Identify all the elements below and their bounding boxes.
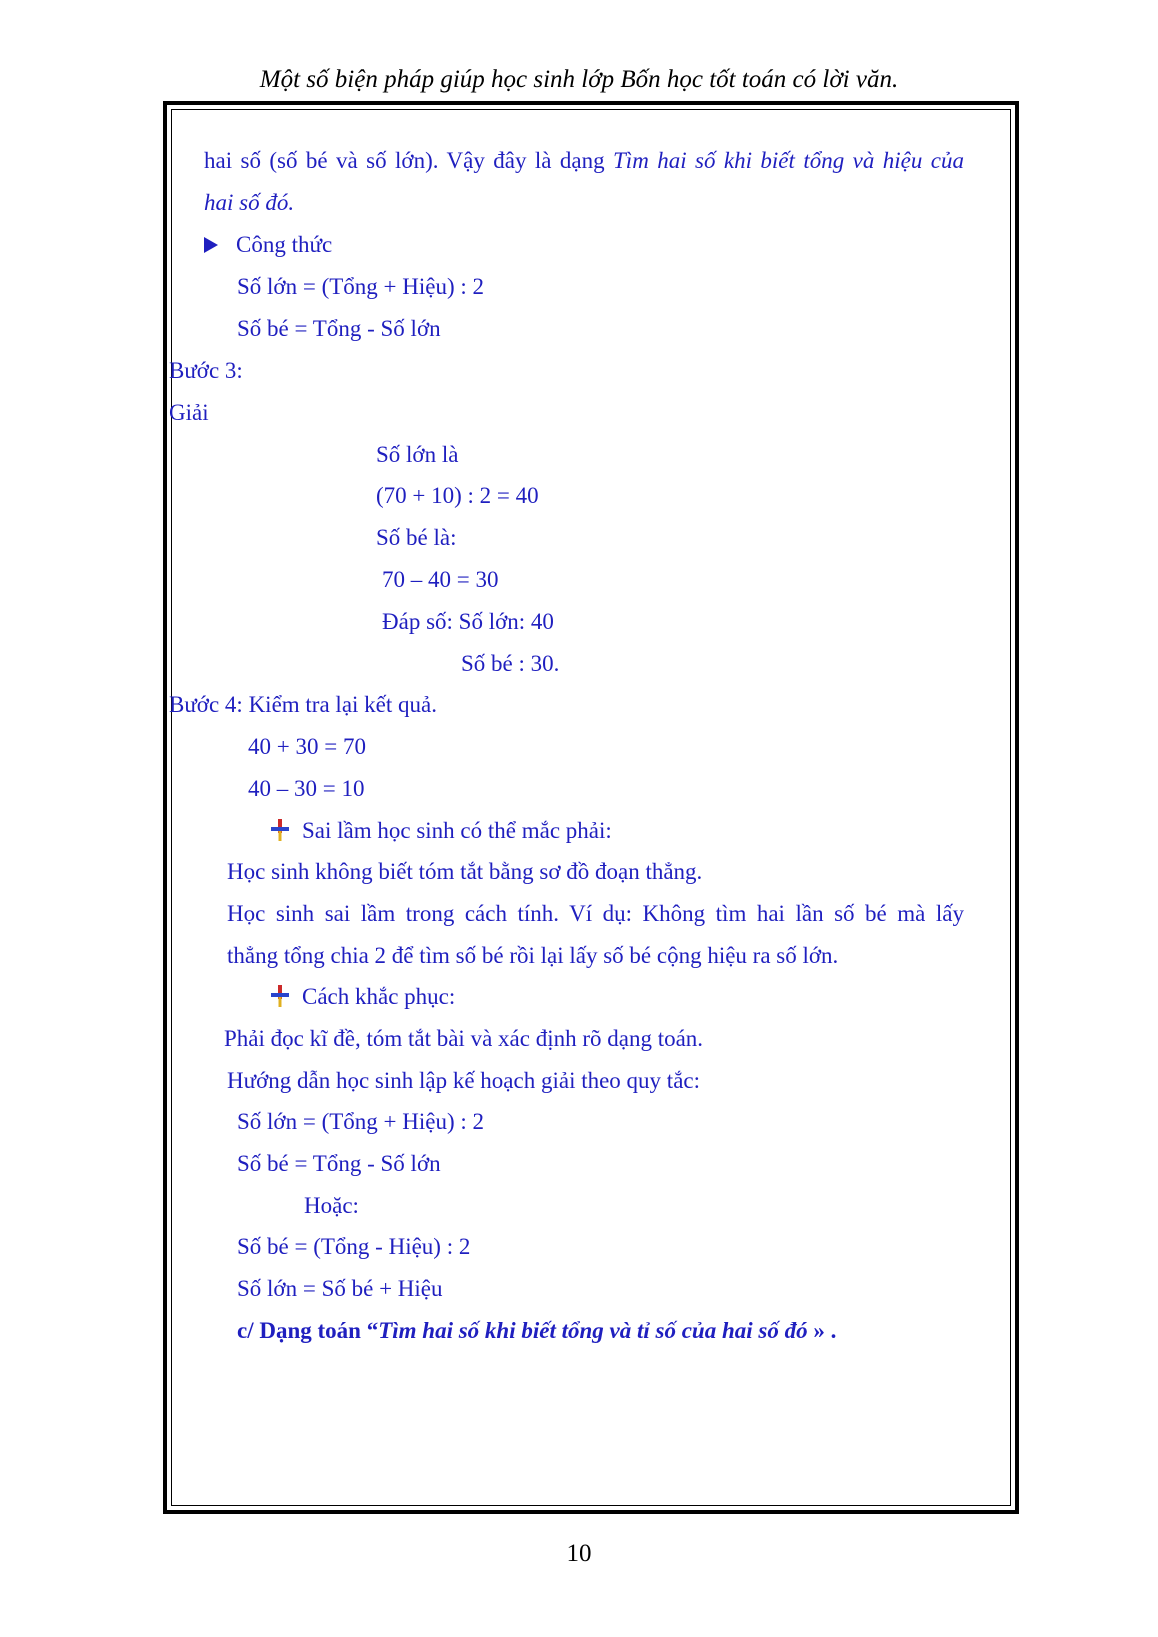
arrow-bullet-icon — [204, 237, 218, 253]
intro-line-1 — [204, 146, 964, 176]
solution-line-3: Số bé là: — [376, 525, 457, 550]
formula-heading — [204, 230, 332, 260]
section-c-title: Tìm hai số khi biết tổng và tỉ số của hai số đó — [378, 1318, 808, 1343]
pushpin-bullet-icon — [270, 819, 290, 841]
intro-italic-text: Tìm hai số khi biết tổng và hiệu của — [613, 148, 964, 173]
answer-line-2: Số bé : 30. — [461, 651, 560, 676]
fix-heading — [270, 982, 455, 1012]
section-c-heading — [237, 1316, 836, 1346]
answer-line-1: Đáp số: Số lớn: 40 — [382, 609, 554, 634]
formula-heading-text: Công thức — [236, 232, 333, 257]
formula-line-2: Số bé = Tổng - Số lớn — [237, 316, 441, 341]
check-line-1: 40 + 30 = 70 — [248, 734, 366, 759]
mistakes-heading-text: Sai lầm học sinh có thể mắc phải: — [302, 818, 612, 843]
section-c-prefix: c/ Dạng toán “ — [237, 1318, 379, 1343]
fix-line-1: Phải đọc kĩ đề, tóm tắt bài và xác định rõ dạng toán. — [224, 1026, 704, 1051]
formula-line-1: Số lớn = (Tổng + Hiệu) : 2 — [237, 274, 485, 299]
rule-line-2: Số bé = Tổng - Số lớn — [237, 1151, 441, 1176]
fix-line-2: Hướng dẫn học sinh lập kế hoạch giải theo quy tắc: — [227, 1068, 701, 1093]
check-line-2: 40 – 30 = 10 — [248, 776, 365, 801]
section-c-suffix: » . — [807, 1318, 837, 1343]
fix-heading-text: Cách khắc phục: — [302, 984, 456, 1009]
rule-line-1: Số lớn = (Tổng + Hiệu) : 2 — [237, 1109, 485, 1134]
mistake-line-3: thẳng tổng chia 2 để tìm số bé rồi lại lấy số bé cộng hiệu ra số lớn. — [227, 943, 839, 968]
mistake-line-1: Học sinh không biết tóm tắt bằng sơ đồ đoạn thẳng. — [227, 859, 703, 884]
rule-line-4: Số lớn = Số bé + Hiệu — [237, 1276, 443, 1301]
mistakes-heading — [270, 816, 612, 846]
page-number: 10 — [566, 1540, 592, 1567]
solution-label: Giải — [169, 400, 209, 425]
mistake-line-2: Học sinh sai lầm trong cách tính. Ví dụ: Không tìm hai lần số bé mà lấy — [227, 901, 964, 926]
step-3-heading: Bước 3: — [169, 358, 243, 383]
pushpin-bullet-icon — [270, 985, 290, 1007]
solution-line-4: 70 – 40 = 30 — [382, 567, 499, 592]
solution-line-2: (70 + 10) : 2 = 40 — [376, 483, 539, 508]
intro-text: hai số (số bé và số lớn). Vậy đây là dạng — [204, 148, 614, 173]
rule-or-label: Hoặc: — [304, 1193, 359, 1218]
solution-line-1: Số lớn là — [376, 442, 459, 467]
page-header: Một số biện pháp giúp học sinh lớp Bốn học tốt toán có lời văn. — [259, 66, 899, 93]
intro-line-2: hai số đó. — [204, 190, 295, 215]
step-4-heading: Bước 4: Kiểm tra lại kết quả. — [169, 692, 437, 717]
rule-line-3: Số bé = (Tổng - Hiệu) : 2 — [237, 1234, 471, 1259]
